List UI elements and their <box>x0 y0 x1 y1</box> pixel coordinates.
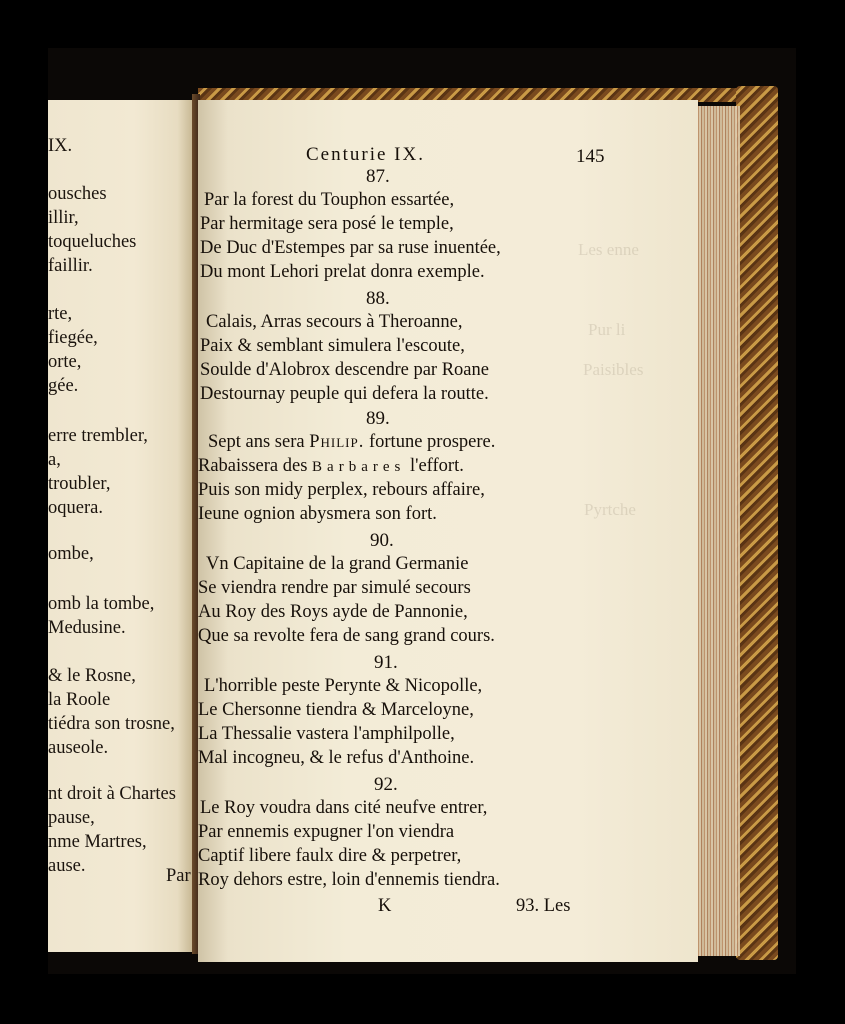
left-line: tiédra son trosne, <box>48 714 175 734</box>
verse-text: Rabaissera des <box>198 456 313 476</box>
verse-text: l'effort. <box>405 456 464 476</box>
left-line: gée. <box>48 376 79 396</box>
left-line: nt droit à Chartes <box>48 784 176 804</box>
left-line: toqueluches <box>48 232 137 252</box>
quatrain-number: 90. <box>370 530 394 551</box>
quatrain-number: 91. <box>374 652 398 673</box>
left-line: ause. <box>48 856 86 876</box>
left-line: orte, <box>48 352 82 372</box>
verse-line: Paix & semblant simulera l'escoute, <box>200 336 465 356</box>
left-line: auseole. <box>48 738 109 758</box>
right-page: Les enne Pur li Paisibles Pyrtche Centurie IX. 145 87. Par la forest du Touphon essartée, Par hermitage sera posé le temple, De Duc d'Estempes par sa ruse inuentée, Du mont Lehori prelat donra exemple. 88. Calais, Arras secours à Theroanne, Paix & semblant simulera l'escoute, Soulde d'Alobrox descendre par Roane Destournay peuple qui defera la routte. 89. Sept ans sera Philip. fortune prospere. Rabaissera des Barbares l'effort. Puis son midy perplex, rebours affaire, Ieune ognion abysmera son fort. 90. Vn Capitaine de la grand Germanie Se viendra rendre par simulé secours Au Roy des Roys ayde de Pannonie, Que sa revolte fera de sang grand cours. 91. L'horrible peste Perynte & Nicopolle, Le Chersonne tiendra & Marceloyne, La Thessalie vastera l'amphilpolle, Mal incogneu, & le refus d'Anthoine. 92. Le Roy voudra dans cité neufve entrer, Par ennemis expugner l'on viendra Captif libere faulx dire & perpetrer, Roy dehors estre, loin d'ennemis tiendra. K 93. Les <box>198 100 698 962</box>
left-line: pause, <box>48 808 95 828</box>
verse-line: Que sa revolte fera de sang grand cours. <box>198 626 495 646</box>
gilded-cover-edge <box>736 86 778 960</box>
left-line: Medusine. <box>48 618 126 638</box>
left-line: rte, <box>48 304 73 324</box>
verse-line: Se viendra rendre par simulé secours <box>198 578 471 598</box>
verse-line: L'horrible peste Perynte & Nicopolle, <box>204 676 483 696</box>
verse-line: Par ennemis expugner l'on viendra <box>198 822 455 842</box>
verse-line: Au Roy des Roys ayde de Pannonie, <box>198 602 468 622</box>
proper-name: Barbares <box>312 459 406 475</box>
left-line: & le Rosne, <box>48 666 136 686</box>
left-line: faillir. <box>48 256 93 276</box>
verse-line: De Duc d'Estempes par sa ruse inuentée, <box>200 238 501 258</box>
verse-line: Le Chersonne tiendra & Marceloyne, <box>198 700 474 720</box>
verse-line: Ieune ognion abysmera son fort. <box>198 504 437 524</box>
book-photograph <box>48 48 796 974</box>
catchword: 93. Les <box>516 896 571 916</box>
left-line: ombe, <box>48 544 94 564</box>
left-line: IX. <box>48 136 73 156</box>
quatrain-number: 88. <box>366 288 390 309</box>
left-page <box>48 100 192 952</box>
left-line: nme Martres, <box>48 832 147 852</box>
verse-line: Par la forest du Touphon essartée, <box>204 190 455 210</box>
verse-line: Puis son midy perplex, rebours affaire, <box>198 480 485 500</box>
left-line: illir, <box>48 208 79 228</box>
quatrain-number: 92. <box>374 774 398 795</box>
left-catchword: Par <box>166 866 191 886</box>
page-number: 145 <box>576 146 605 167</box>
verse-line: Destournay peuple qui defera la routte. <box>200 384 489 404</box>
signature-mark: K <box>378 896 392 916</box>
left-line: la Roole <box>48 690 111 710</box>
left-line: ousches <box>48 184 107 204</box>
verse-line <box>208 432 495 453</box>
verse-line: Par hermitage sera posé le temple, <box>200 214 454 234</box>
verse-line: Soulde d'Alobrox descendre par Roane <box>200 360 489 380</box>
verse-line: Le Roy voudra dans cité neufve entrer, <box>200 798 488 818</box>
verse-line: La Thessalie vastera l'amphilpolle, <box>198 724 455 744</box>
verse-text: Sept ans sera <box>208 432 310 452</box>
left-line: a, <box>48 450 61 470</box>
verse-line: Captif libere faulx dire & perpetrer, <box>198 846 462 866</box>
left-line: fiegée, <box>48 328 98 348</box>
left-line: troubler, <box>48 474 111 494</box>
verse-line: Du mont Lehori prelat donra exemple. <box>200 262 485 282</box>
proper-name: Philip. <box>309 432 365 452</box>
left-line: omb la tombe, <box>48 594 155 614</box>
left-line: erre trembler, <box>48 426 148 446</box>
running-header: Centurie IX. <box>306 144 425 165</box>
left-line: oquera. <box>48 498 103 518</box>
verse-text: fortune prospere. <box>364 432 496 452</box>
verse-line <box>198 456 464 477</box>
verse-line: Vn Capitaine de la grand Germanie <box>206 554 469 574</box>
verse-line: Calais, Arras secours à Theroanne, <box>206 312 463 332</box>
verse-line: Roy dehors estre, loin d'ennemis tiendra. <box>198 870 500 890</box>
quatrain-number: 89. <box>366 408 390 429</box>
quatrain-number: 87. <box>366 166 390 187</box>
verse-line: Mal incogneu, & le refus d'Anthoine. <box>198 748 475 768</box>
